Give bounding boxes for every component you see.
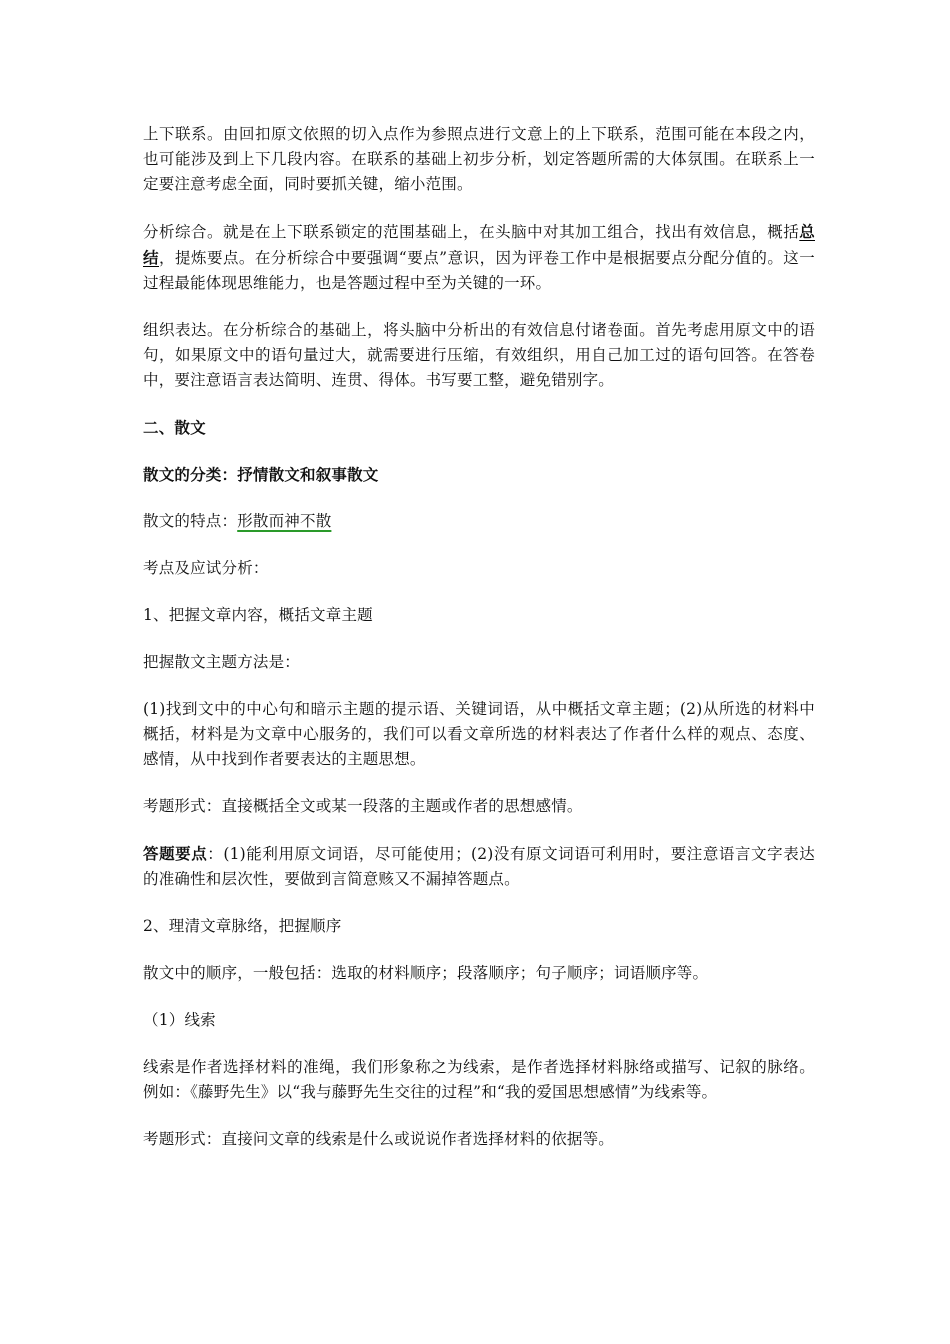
- item-1-heading: 1、把握文章内容，概括文章主题: [143, 606, 373, 624]
- paragraph-text: 分析综合。就是在上下联系锁定的范围基础上，在头脑中对其加工组合，找出有效信息，概括: [143, 223, 800, 241]
- paragraph-clue: 线索是作者选择材料的准绳，我们形象称之为线索，是作者选择材料脉络或描写、记叙的脉络。例如：《藤野先生》以“我与藤野先生交往的过程”和“我的爱国思想感情”为线索等。: [143, 1058, 815, 1101]
- paragraph-text: ，提炼要点。在分析综合中要强调“要点”意识，因为评卷工作中是根据要点分配分值的。这一过程最能体现思维能力，也是答题过程中至为关键的一环。: [143, 249, 815, 292]
- answer-key-label: 答题要点: [143, 844, 208, 863]
- paragraph-context-linking: 上下联系。由回扣原文依照的切入点作为参照点进行文意上的上下联系，范围可能在本段之内，也可能涉及到上下几段内容。在联系的基础上初步分析，划定答题所需的大体氛围。在联系上一定要注意考虑全面，同时要抓关键，缩小范围。: [143, 125, 815, 193]
- subheading-prose-classification: 散文的分类：抒情散文和叙事散文: [143, 465, 379, 484]
- method-heading: 把握散文主题方法是：: [143, 653, 301, 671]
- exam-points-heading: 考点及应试分析：: [143, 559, 269, 577]
- prose-features-line: [143, 509, 815, 534]
- clue-heading: （1）线索: [143, 1011, 216, 1029]
- answer-key-text: ：(1)能利用原文词语，尽可能使用；(2)没有原文词语可利用时，要注意语言文字表达的准确性和层次性，要做到言简意赅又不漏掉答题点。: [143, 845, 815, 888]
- features-value: 形散而神不散: [237, 512, 332, 530]
- paragraph-organize-expression: 组织表达。在分析综合的基础上，将头脑中分析出的有效信息付诸卷面。首先考虑用原文中的语句，如果原文中的语句量过大，就需要进行压缩，有效组织，用自己加工过的语句回答。在答卷中，要注意语言表达简明、连贯、得体。书写要工整，避免错别字。: [143, 321, 815, 389]
- answer-key-points: [143, 841, 815, 892]
- question-form-2: 考题形式：直接问文章的线索是什么或说说作者选择材料的依据等。: [143, 1130, 615, 1148]
- section-heading-prose: 二、散文: [143, 418, 206, 437]
- question-form-1: 考题形式：直接概括全文或某一段落的主题或作者的思想感情。: [143, 797, 583, 815]
- item-2-heading: 2、理清文章脉络，把握顺序: [143, 917, 342, 935]
- paragraph-analysis-synthesis: [143, 219, 815, 296]
- underlined-keyword: 总结: [143, 222, 815, 267]
- paragraph-order: 散文中的顺序，一般包括：选取的材料顺序；段落顺序；句子顺序；词语顺序等。: [143, 964, 709, 982]
- features-label: 散文的特点：: [143, 512, 238, 530]
- paragraph-method: (1)找到文中的中心句和暗示主题的提示语、关键词语，从中概括文章主题；(2)从所选的材料中概括，材料是为文章中心服务的，我们可以看文章所选的材料表达了作者什么样的观点、态度、感情，从中找到作者要表达的主题思想。: [143, 700, 815, 768]
- document-page: [143, 122, 815, 1152]
